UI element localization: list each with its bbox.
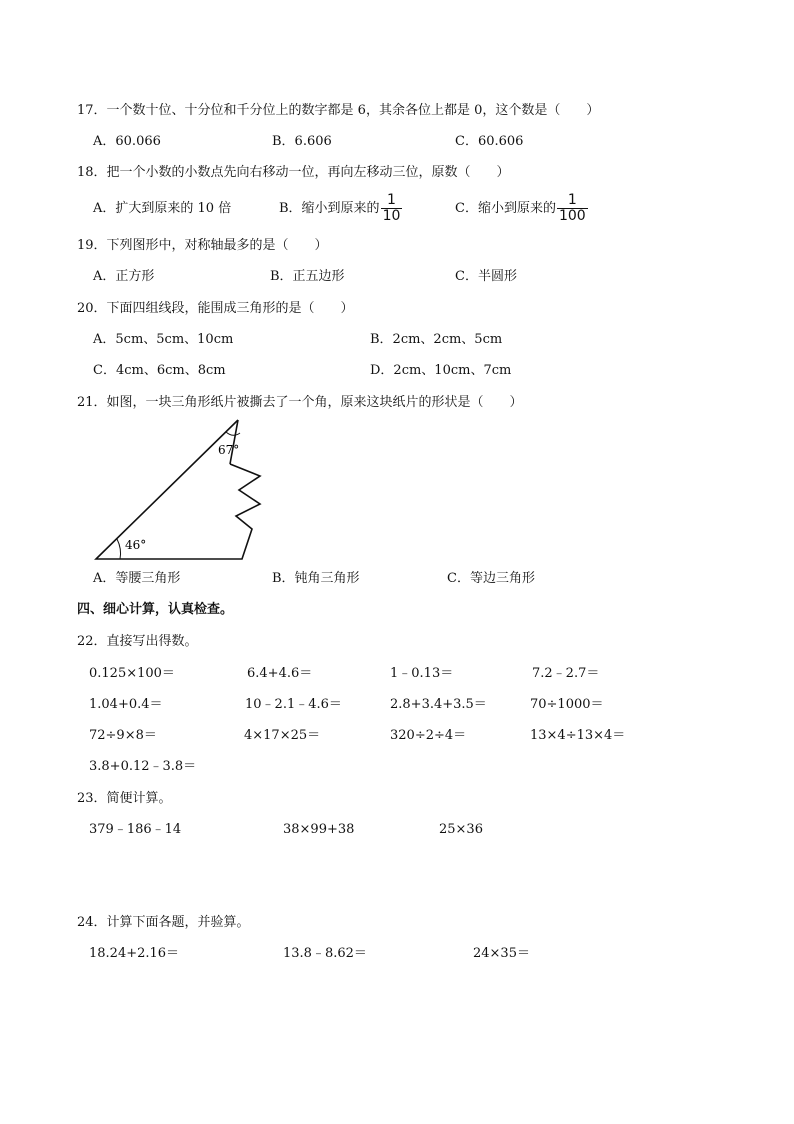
q17-option-b[interactable]: B．6.606 (272, 134, 332, 149)
q17-stem: 17．一个数十位、十分位和千分位上的数字都是 6，其余各位上都是 0，这个数是（ ） (77, 103, 600, 118)
q19-stem: 19．下列图形中，对称轴最多的是（ ） (77, 238, 328, 253)
q24-item[interactable]: 13.8﹣8.62＝ (283, 946, 367, 961)
q18-option-b-fraction (381, 193, 403, 224)
q22-item[interactable]: 10﹣2.1﹣4.6＝ (245, 697, 342, 712)
q18-option-b[interactable] (279, 192, 402, 226)
q17-option-c[interactable]: C．60.606 (455, 134, 524, 149)
fraction-numerator: 1 (387, 192, 396, 208)
q20-option-a[interactable]: A．5cm、5cm、10cm (93, 332, 234, 347)
angle-label-bottom: 46° (125, 538, 147, 552)
q22-item[interactable]: 3.8+0.12﹣3.8＝ (89, 759, 197, 774)
q22-item[interactable]: 4×17×25＝ (244, 728, 321, 743)
q20-option-b[interactable]: B．2cm、2cm、5cm (370, 332, 503, 347)
angle-arc-bottom (117, 539, 121, 559)
q23-item[interactable]: 25×36 (439, 822, 483, 837)
q22-item[interactable]: 13×4÷13×4＝ (530, 728, 626, 743)
q18-option-a[interactable]: A．扩大到原来的 10 倍 (93, 201, 232, 216)
q22-item[interactable]: 320÷2÷4＝ (390, 728, 467, 743)
angle-label-top: 67° (218, 443, 240, 457)
q22-stem: 22．直接写出得数。 (77, 634, 198, 649)
fraction-numerator: 1 (567, 192, 577, 208)
q22-item[interactable]: 7.2﹣2.7＝ (532, 666, 600, 681)
q24-item[interactable]: 18.24+2.16＝ (89, 946, 180, 961)
q22-item[interactable]: 0.125×100＝ (89, 666, 175, 681)
q18-option-c[interactable] (455, 192, 588, 226)
q22-item[interactable]: 1.04+0.4＝ (89, 697, 163, 712)
q20-option-d[interactable]: D．2cm、10cm、7cm (370, 363, 512, 378)
q23-item[interactable]: 379﹣186﹣14 (89, 822, 182, 837)
q22-item[interactable]: 2.8+3.4+3.5＝ (390, 697, 487, 712)
q21-option-b[interactable]: B．钝角三角形 (272, 571, 360, 586)
q23-item[interactable]: 38×99+38 (283, 822, 355, 837)
q21-option-a[interactable]: A．等腰三角形 (93, 571, 181, 586)
q19-option-b[interactable]: B．正五边形 (270, 269, 345, 284)
q22-item[interactable]: 1﹣0.13＝ (390, 666, 454, 681)
section-4-title: 四、细心计算，认真检查。 (77, 602, 234, 617)
q22-item[interactable]: 6.4+4.6＝ (247, 666, 313, 681)
fraction-denominator: 10 (382, 208, 401, 224)
q21-option-c[interactable]: C．等边三角形 (447, 571, 535, 586)
q24-stem: 24．计算下面各题，并验算。 (77, 915, 250, 930)
q21-stem: 21．如图，一块三角形纸片被撕去了一个角，原来这块纸片的形状是（ ） (77, 395, 523, 410)
q18-option-c-fraction (557, 193, 588, 224)
q24-item[interactable]: 24×35＝ (473, 946, 530, 961)
fraction-denominator: 100 (558, 208, 586, 224)
torn-triangle-diagram (92, 416, 262, 562)
q22-item[interactable]: 72÷9×8＝ (89, 728, 157, 743)
q18-option-c-label: C．缩小到原来的 (455, 201, 556, 216)
q19-option-c[interactable]: C．半圆形 (455, 269, 517, 284)
q23-stem: 23．简便计算。 (77, 791, 172, 806)
angle-arc-top (226, 432, 240, 435)
q19-option-a[interactable]: A．正方形 (93, 269, 155, 284)
triangle-outline (96, 420, 260, 559)
q18-stem: 18．把一个小数的小数点先向右移动一位，再向左移动三位，原数（ ） (77, 165, 510, 180)
torn-triangle-figure (92, 416, 262, 562)
q22-item[interactable]: 70÷1000＝ (530, 697, 604, 712)
q18-option-b-label: B．缩小到原来的 (279, 201, 380, 216)
q20-stem: 20．下面四组线段，能围成三角形的是（ ） (77, 301, 354, 316)
q20-option-c[interactable]: C．4cm、6cm、8cm (93, 363, 226, 378)
q17-option-a[interactable]: A．60.066 (93, 134, 161, 149)
